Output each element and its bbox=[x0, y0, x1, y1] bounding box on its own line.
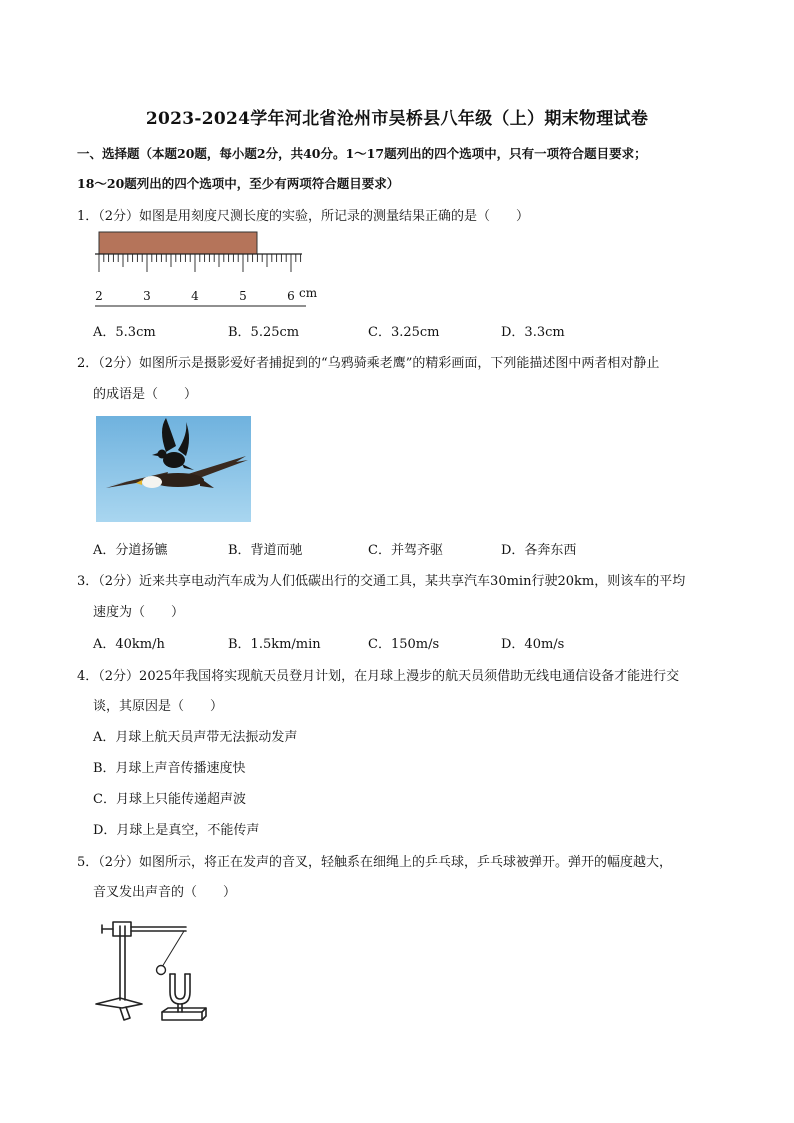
q3-option-d[interactable]: D．40m/s bbox=[501, 637, 565, 652]
q4-option-a[interactable]: A．月球上航天员声带无法振动发声 bbox=[93, 730, 298, 745]
q2-option-a[interactable]: A．分道扬镳 bbox=[93, 543, 168, 558]
q3-options bbox=[93, 633, 733, 651]
q3-option-b[interactable]: B．1.5km/min bbox=[228, 637, 321, 652]
ruler-label-2: 2 bbox=[95, 289, 103, 303]
q2-option-c[interactable]: C．并驾齐驱 bbox=[368, 543, 443, 558]
q2-stem-line-1: 2．（2分）如图所示是摄影爱好者捕捉到的“乌鸦骑乘老鹰”的精彩画面，下列能描述图中两者相对静止 bbox=[77, 356, 660, 371]
crow-head bbox=[158, 450, 167, 459]
fork-base bbox=[162, 1012, 202, 1020]
q4-option-c[interactable]: C．月球上只能传递超声波 bbox=[93, 792, 246, 807]
q1-option-b[interactable]: B．5.25cm bbox=[228, 325, 300, 340]
pendulum-string bbox=[162, 931, 184, 967]
ruler-unit-label: cm bbox=[299, 286, 318, 300]
q1-option-d[interactable]: D．3.3cm bbox=[501, 325, 565, 340]
q4-option-b[interactable]: B．月球上声音传播速度快 bbox=[93, 761, 246, 776]
q1-option-a[interactable]: A．5.3cm bbox=[93, 325, 156, 340]
measured-block bbox=[99, 232, 257, 254]
crow-eagle-photo bbox=[96, 416, 251, 522]
q2-stem-line-2: 的成语是（ ） bbox=[93, 387, 198, 402]
section-heading-line-2: 18～20题列出的四个选项中，至少有两项符合题目要求） bbox=[77, 176, 400, 191]
stand-base bbox=[96, 998, 142, 1008]
q2-option-b[interactable]: B．背道而驰 bbox=[228, 543, 303, 558]
ruler-label-4: 4 bbox=[191, 289, 199, 303]
q3-option-c[interactable]: C．150m/s bbox=[368, 637, 440, 652]
ruler-label-3: 3 bbox=[143, 289, 151, 303]
ruler-label-5: 5 bbox=[239, 289, 247, 303]
ruler-ticks bbox=[99, 254, 301, 272]
q5-stem-line-2: 音叉发出声音的（ ） bbox=[93, 885, 237, 900]
q3-option-a[interactable]: A．40km/h bbox=[93, 637, 165, 652]
q5-stem-line-1: 5．（2分）如图所示，将正在发声的音叉，轻触系在细绳上的乒乓球，乒乓球被弹开。弹开的幅度越大， bbox=[77, 855, 673, 870]
eagle-head bbox=[142, 476, 162, 488]
q4-stem-line-1: 4．（2分）2025年我国将实现航天员登月计划，在月球上漫步的航天员须借助无线电通信设备才能进行交 bbox=[77, 669, 680, 684]
q4-option-d[interactable]: D．月球上是真空，不能传声 bbox=[93, 823, 260, 838]
q3-stem-line-1: 3．（2分）近来共享电动汽车成为人们低碳出行的交通工具，某共享汽车30min行驶20km，则该车的平均 bbox=[77, 574, 686, 589]
ruler-figure bbox=[92, 230, 332, 310]
ruler-label-6: 6 bbox=[287, 289, 295, 303]
q2-option-d[interactable]: D．各奔东西 bbox=[501, 543, 577, 558]
q2-options bbox=[93, 539, 733, 557]
ping-pong-ball bbox=[157, 966, 166, 975]
section-heading-line-1: 一、选择题（本题20题，每小题2分，共40分。1～17题列出的四个选项中，只有一项符合题目要求； bbox=[77, 146, 647, 161]
tuning-fork-apparatus bbox=[92, 912, 222, 1024]
q3-stem-line-2: 速度为（ ） bbox=[93, 605, 185, 620]
exam-title: 2023-2024学年河北省沧州市吴桥县八年级（上）期末物理试卷 bbox=[145, 109, 649, 129]
q1-option-c[interactable]: C．3.25cm bbox=[368, 325, 440, 340]
q1-stem: 1．（2分）如图是用刻度尺测长度的实验，所记录的测量结果正确的是（ ） bbox=[77, 209, 530, 224]
q4-stem-line-2: 谈，其原因是（ ） bbox=[93, 699, 224, 714]
q1-options bbox=[93, 321, 733, 339]
stand-clamp bbox=[113, 922, 131, 936]
